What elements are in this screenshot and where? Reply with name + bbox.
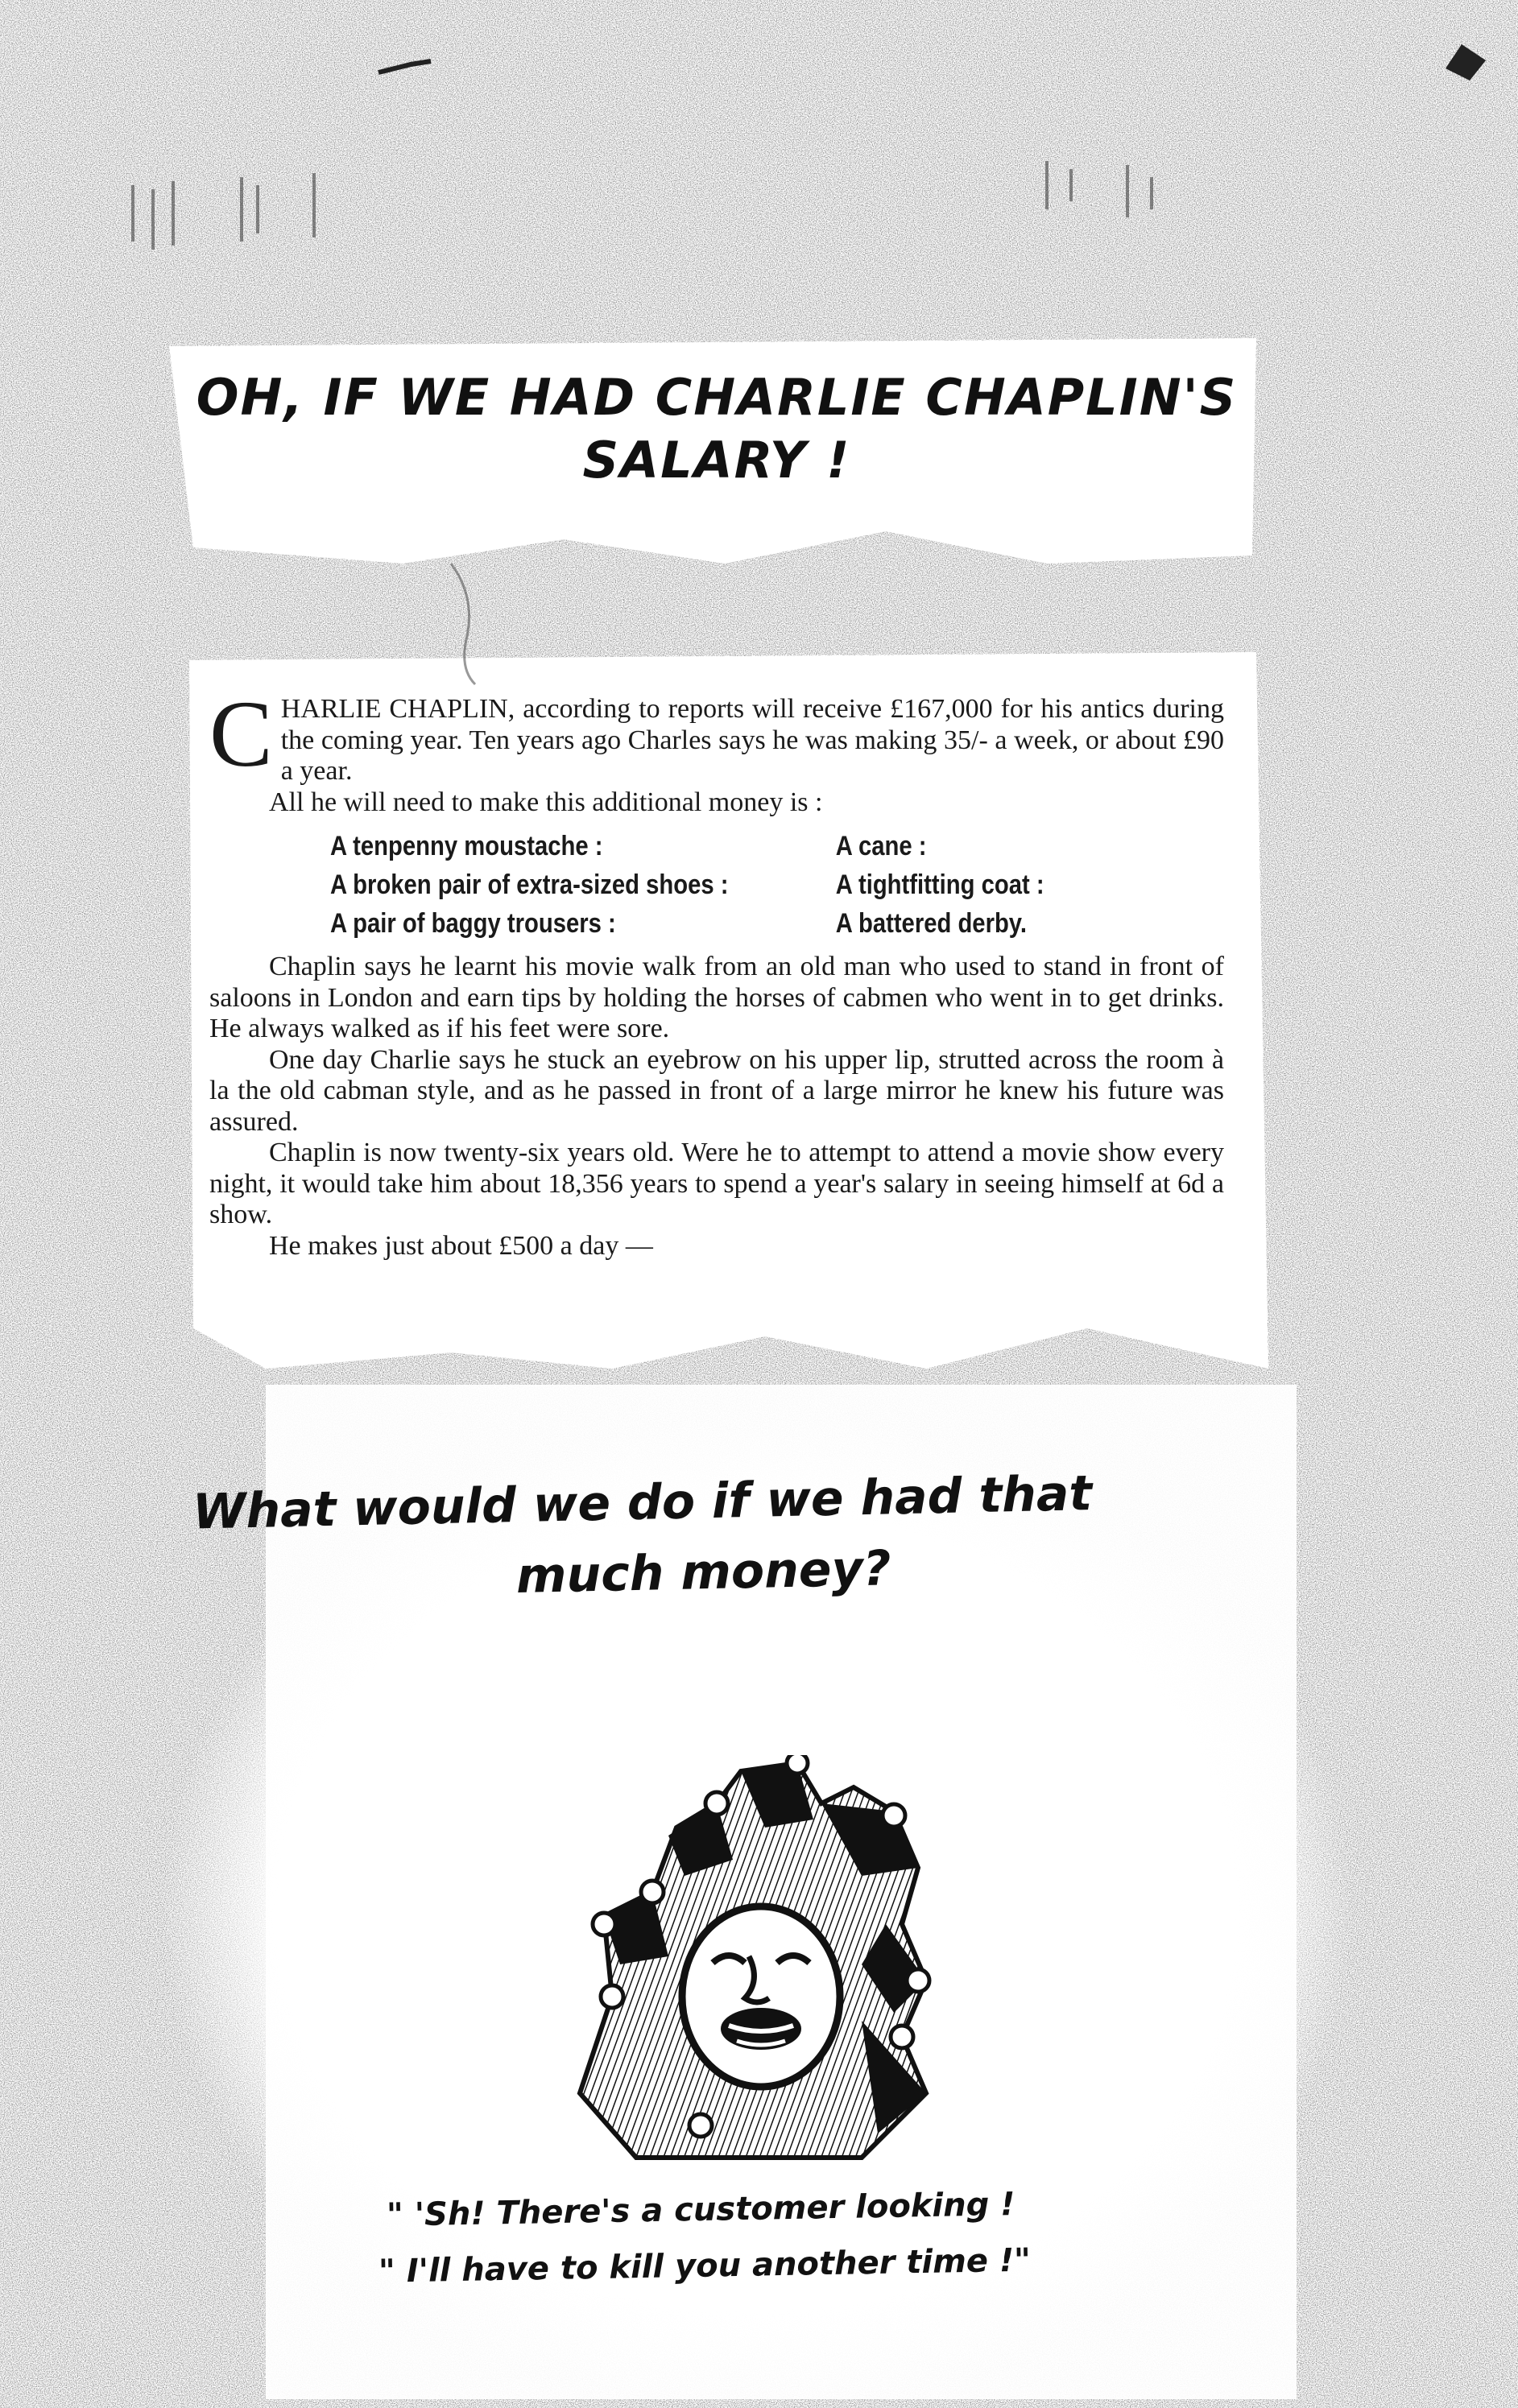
headline <box>153 366 1280 492</box>
costume-item: A tenpenny moustache : <box>330 831 603 861</box>
article-lead-text: HARLIE CHAPLIN, according to reports will receive £167,000 for his antics during the coming year. Ten years ago Charles says he was making 35/- a week, or about £90 a year. <box>280 694 1224 786</box>
question-heading <box>192 1454 1305 1619</box>
article-paragraph: One day Charlie says he stuck an eyebrow on his upper lip, strutted across the room à la the old cabman style, and as he passed in front of a large mirror he knew his future was assured. <box>209 1044 1224 1137</box>
article-paragraph: Chaplin is now twenty-six years old. Were he to attempt to attend a movie show every night, it would take him about 18,356 years to spend a year's salary in seeing himself at 6d a show. <box>209 1138 1224 1229</box>
question-line-2: much money? <box>515 1540 892 1605</box>
question-line-1: What would we do if we had that <box>192 1465 1093 1541</box>
costume-item: A battered derby. <box>835 908 1028 939</box>
article-body <box>209 681 1224 1262</box>
article-lead <box>209 681 1224 787</box>
drop-cap: C <box>209 681 273 787</box>
costume-item: A pair of baggy trousers : <box>330 908 616 939</box>
article-paragraph: He makes just about £500 a day — <box>269 1230 653 1261</box>
caption-line-1: " 'Sh! There's a customer looking ! <box>386 2186 1015 2234</box>
costume-item: A cane : <box>835 831 927 861</box>
article-need: All he will need to make this additional money is : <box>269 787 823 817</box>
costume-item: A broken pair of extra-sized shoes : <box>330 869 729 900</box>
costume-item: A tightfitting coat : <box>835 869 1044 900</box>
headline-line-1: OH, IF WE HAD CHARLIE CHAPLIN'S <box>196 368 1238 427</box>
article-paragraph: Chaplin says he learnt his movie walk from an old man who used to stand in front of saloons in London and earn tips by holding the horses of cabmen who went in to get drinks. He always walked as if his feet were sore. <box>209 952 1224 1043</box>
headline-line-2: SALARY ! <box>582 431 851 489</box>
caption-line-2: " I'll have to kill you another time !" <box>378 2241 1032 2290</box>
costume-list <box>330 829 1099 940</box>
jester-head-icon <box>556 1755 942 2174</box>
